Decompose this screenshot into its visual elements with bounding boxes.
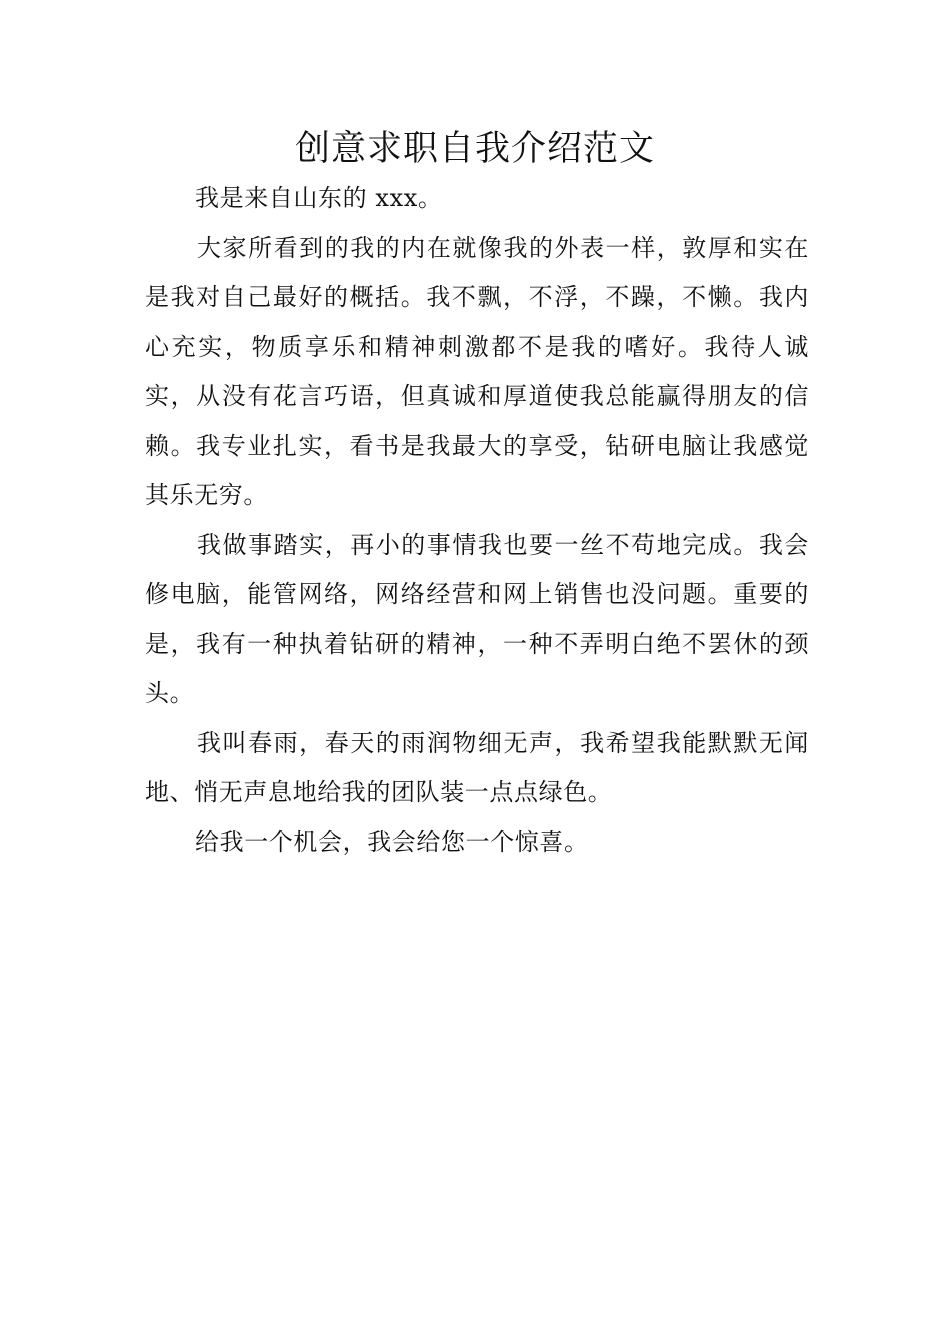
- paragraph-spring-rain: 我叫春雨，春天的雨润物细无声，我希望我能默默无闻地、悄无声息地给我的团队装一点点绿色。: [145, 728, 809, 806]
- paragraph-work-ethic: 我做事踏实，再小的事情我也要一丝不苟地完成。我会修电脑，能管网络，网络经营和网上销售也没问题。重要的是，我有一种执着钻研的精神，一种不弄明白绝不罢休的颈头。: [145, 530, 809, 707]
- paragraph-intro: 我是来自山东的 xxx。: [195, 184, 443, 212]
- document-body: [145, 174, 809, 867]
- paragraph-character: 大家所看到的我的内在就像我的外表一样，敦厚和实在是我对自己最好的概括。我不飘，不浮，不躁，不懒。我内心充实，物质享乐和精神刺激都不是我的嗜好。我待人诚实，从没有花言巧语，但真诚和厚道使我总能赢得朋友的信赖。我专业扎实，看书是我最大的享受，钻研电脑让我感觉其乐无穷。: [145, 233, 809, 509]
- paragraph-closing: 给我一个机会，我会给您一个惊喜。: [195, 827, 589, 856]
- document-title: 创意求职自我介绍范文: [294, 129, 655, 169]
